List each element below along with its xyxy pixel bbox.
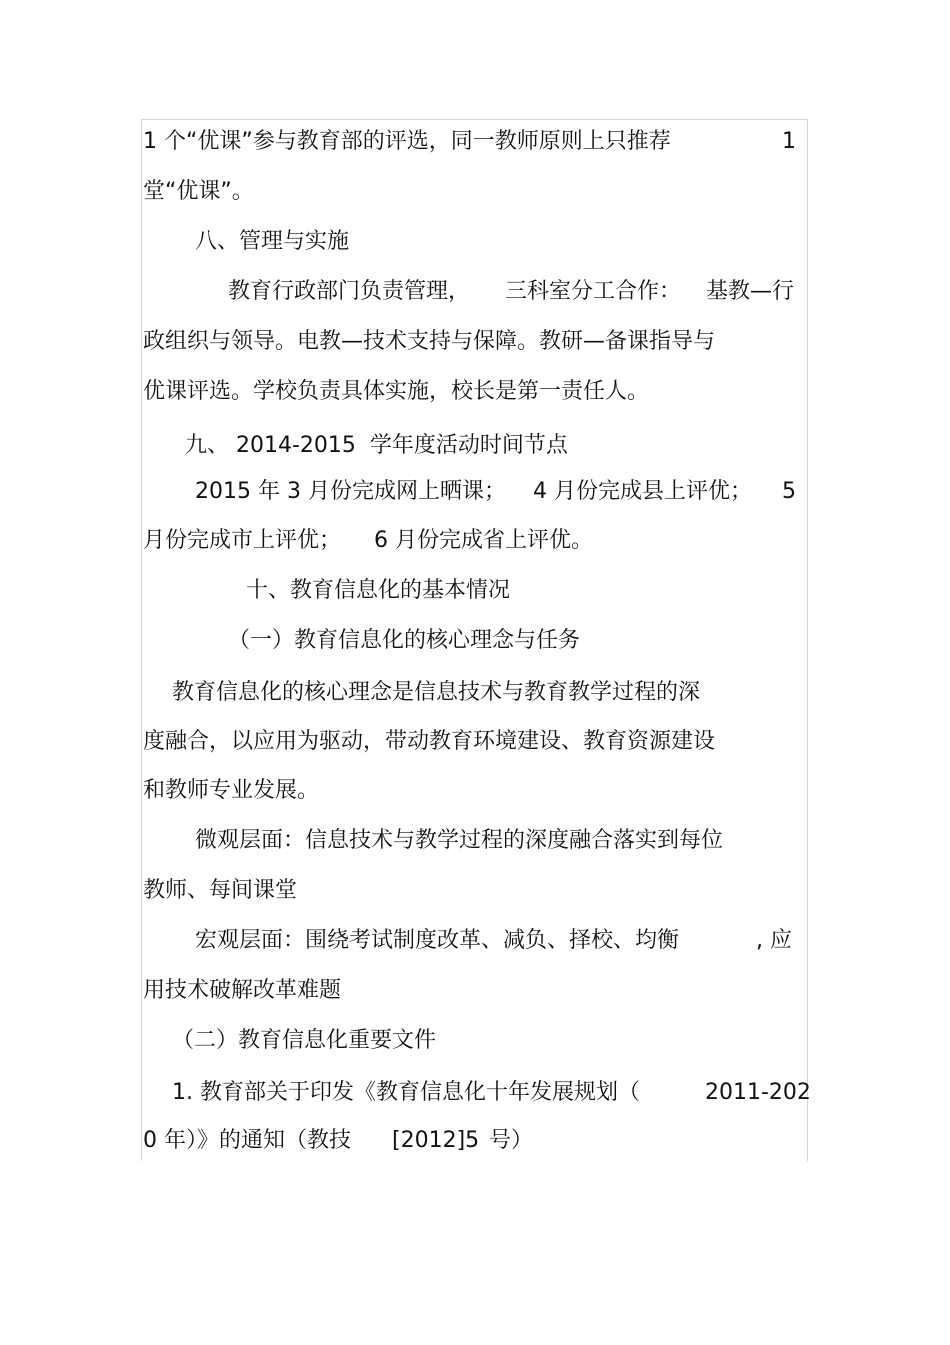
text-line: 教育信息化的核心理念是信息技术与教育教学过程的深 [172, 680, 701, 705]
text-line: 微观层面：信息技术与教学过程的深度融合落实到每位 [195, 828, 724, 853]
text-line: 6 月份完成省上评优。 [374, 528, 593, 553]
section-heading: 八、管理与实施 [195, 229, 350, 254]
text-line: 政组织与领导。电教—技术支持与保障。教研—备课指导与 [143, 329, 716, 354]
text-line: 2015 年 3 月份完成网上晒课； [195, 479, 506, 504]
text-line: 度融合，以应用为驱动，带动教育环境建设、教育资源建设 [143, 729, 716, 754]
text-line: [2012]5 [392, 1128, 480, 1153]
text-line: 堂“优课”。 [143, 179, 254, 204]
subsection-heading: （一）教育信息化的核心理念与任务 [228, 628, 581, 653]
text-line: 宏观层面：围绕考试制度改革、减负、择校、均衡 [195, 928, 680, 953]
text-line: 1 个“优课”参与教育部的评选，同一教师原则上只推荐 [143, 129, 671, 154]
text-line: 用技术破解改革难题 [143, 978, 342, 1003]
text-line: 号） [489, 1128, 534, 1153]
text-line: 1 [782, 129, 796, 154]
text-line: 4 月份完成县上评优； [533, 479, 752, 504]
text-line: 教育行政部门负责管理， [228, 279, 471, 304]
text-line: 三科室分工合作： [505, 279, 682, 304]
text-line: 2011-202 [705, 1080, 811, 1105]
section-heading: 十、教育信息化的基本情况 [246, 578, 511, 603]
text-line: 月份完成市上评优； [143, 528, 342, 553]
section-heading: 九、 2014-2015 学年度活动时间节点 [185, 433, 568, 458]
subsection-heading: （二）教育信息化重要文件 [172, 1028, 437, 1053]
text-line: 1. 教育部关于印发《教育信息化十年发展规划（ [172, 1080, 640, 1105]
text-line: 教师、每间课堂 [143, 878, 298, 903]
text-line: 5 [782, 479, 796, 504]
text-line: 0 年）》的通知（教技 [143, 1128, 351, 1153]
text-line: , 应 [756, 928, 792, 953]
text-line: 基教—行 [706, 279, 795, 304]
text-line: 和教师专业发展。 [143, 778, 320, 803]
text-line: 优课评选。学校负责具体实施，校长是第一责任人。 [143, 379, 650, 404]
